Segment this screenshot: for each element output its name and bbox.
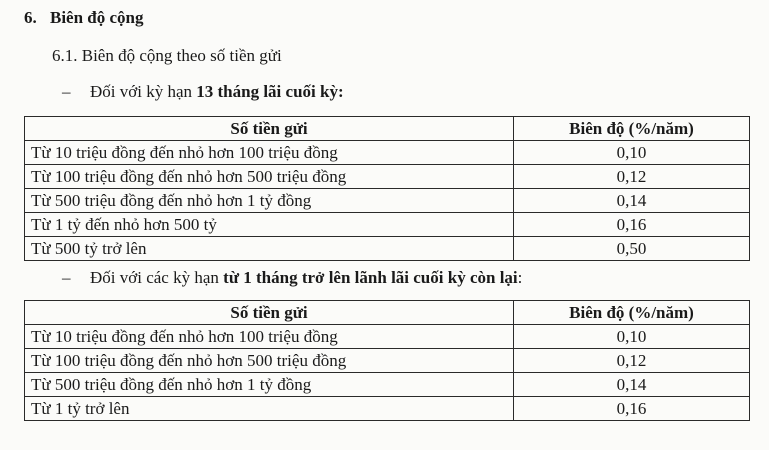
section-heading bbox=[24, 8, 144, 28]
section-title: Biên độ cộng bbox=[50, 8, 144, 27]
table-row bbox=[25, 325, 750, 349]
table-row bbox=[25, 237, 750, 261]
margin-rate-cell: 0,12 bbox=[514, 349, 750, 373]
table-header-row bbox=[25, 301, 750, 325]
header-deposit-amount: Số tiền gửi bbox=[25, 117, 514, 141]
rate-table-13-months bbox=[24, 116, 750, 261]
deposit-amount-cell: Từ 1 tỷ trở lên bbox=[25, 397, 514, 421]
bullet-bold-text: từ 1 tháng trở lên lãnh lãi cuối kỳ còn lại bbox=[223, 268, 518, 287]
table-row bbox=[25, 189, 750, 213]
margin-rate-cell: 0,50 bbox=[514, 237, 750, 261]
bullet-term-13-months bbox=[62, 82, 344, 102]
subsection-heading: 6.1. Biên độ cộng theo số tiền gửi bbox=[52, 46, 282, 65]
table-row bbox=[25, 165, 750, 189]
bullet-text: Đối với các kỳ hạn bbox=[90, 268, 224, 287]
deposit-amount-cell: Từ 500 triệu đồng đến nhỏ hơn 1 tỷ đồng bbox=[25, 373, 514, 397]
deposit-amount-cell: Từ 10 triệu đồng đến nhỏ hơn 100 triệu đồng bbox=[25, 141, 514, 165]
deposit-amount-cell: Từ 100 triệu đồng đến nhỏ hơn 500 triệu đồng bbox=[25, 165, 514, 189]
bullet-other-terms bbox=[62, 268, 522, 288]
deposit-amount-cell: Từ 500 tỷ trở lên bbox=[25, 237, 514, 261]
section-number: 6. bbox=[24, 8, 37, 27]
margin-rate-cell: 0,12 bbox=[514, 165, 750, 189]
bullet-text: Đối với kỳ hạn bbox=[90, 82, 197, 101]
bullet-bold-text: 13 tháng lãi cuối kỳ: bbox=[196, 82, 344, 101]
deposit-amount-cell: Từ 1 tỷ đến nhỏ hơn 500 tỷ bbox=[25, 213, 514, 237]
table-header-row bbox=[25, 117, 750, 141]
rate-table-other-terms bbox=[24, 300, 750, 421]
margin-rate-cell: 0,16 bbox=[514, 213, 750, 237]
header-margin-rate: Biên độ (%/năm) bbox=[514, 117, 750, 141]
margin-rate-cell: 0,14 bbox=[514, 373, 750, 397]
deposit-amount-cell: Từ 500 triệu đồng đến nhỏ hơn 1 tỷ đồng bbox=[25, 189, 514, 213]
margin-rate-cell: 0,16 bbox=[514, 397, 750, 421]
bullet-dash: – bbox=[62, 82, 71, 101]
table-row bbox=[25, 349, 750, 373]
header-margin-rate: Biên độ (%/năm) bbox=[514, 301, 750, 325]
bullet-dash: – bbox=[62, 268, 71, 287]
deposit-amount-cell: Từ 10 triệu đồng đến nhỏ hơn 100 triệu đồng bbox=[25, 325, 514, 349]
table-row bbox=[25, 397, 750, 421]
bullet-text-end: : bbox=[517, 268, 523, 287]
table-row bbox=[25, 213, 750, 237]
header-deposit-amount: Số tiền gửi bbox=[25, 301, 514, 325]
deposit-amount-cell: Từ 100 triệu đồng đến nhỏ hơn 500 triệu đồng bbox=[25, 349, 514, 373]
margin-rate-cell: 0,14 bbox=[514, 189, 750, 213]
margin-rate-cell: 0,10 bbox=[514, 325, 750, 349]
table-row bbox=[25, 141, 750, 165]
margin-rate-cell: 0,10 bbox=[514, 141, 750, 165]
table-row bbox=[25, 373, 750, 397]
